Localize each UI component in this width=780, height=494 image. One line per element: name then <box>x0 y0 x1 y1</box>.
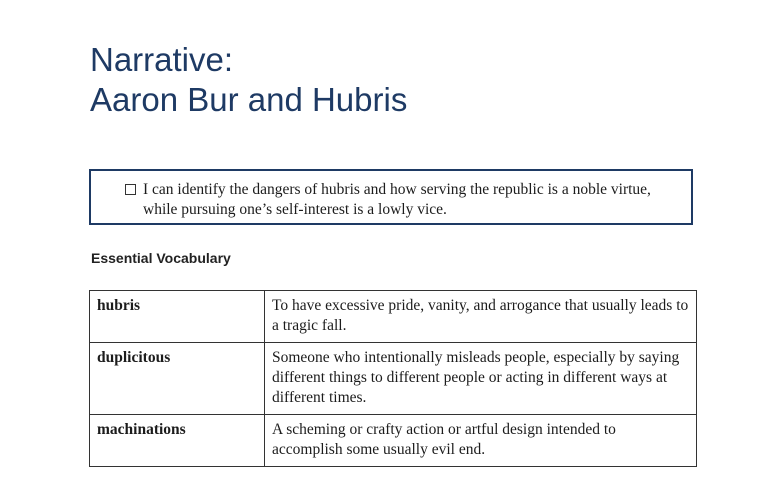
vocab-term: duplicitous <box>90 343 265 415</box>
learning-objective-box <box>89 169 693 225</box>
vocab-term: machinations <box>90 415 265 467</box>
vocab-definition: A scheming or crafty action or artful design intended to accomplish some usually evil end. <box>265 415 697 467</box>
objective-checkbox[interactable] <box>125 184 136 195</box>
vocab-term: hubris <box>90 291 265 343</box>
table-row <box>90 343 697 415</box>
page-title <box>90 40 407 120</box>
table-row <box>90 291 697 343</box>
objective-text: I can identify the dangers of hubris and how serving the republic is a noble virtue, while pursuing one’s self-interest is a lowly vice. <box>143 181 651 218</box>
table-row <box>90 415 697 467</box>
vocab-definition: Someone who intentionally misleads people, especially by saying different things to different people or acting in different ways at different times. <box>265 343 697 415</box>
objective-row <box>125 180 679 220</box>
vocabulary-table <box>89 290 697 467</box>
title-line-2: Aaron Bur and Hubris <box>90 81 408 118</box>
vocabulary-heading: Essential Vocabulary <box>91 250 231 266</box>
title-line-1: Narrative: <box>90 41 234 78</box>
vocab-definition: To have excessive pride, vanity, and arrogance that usually leads to a tragic fall. <box>265 291 697 343</box>
